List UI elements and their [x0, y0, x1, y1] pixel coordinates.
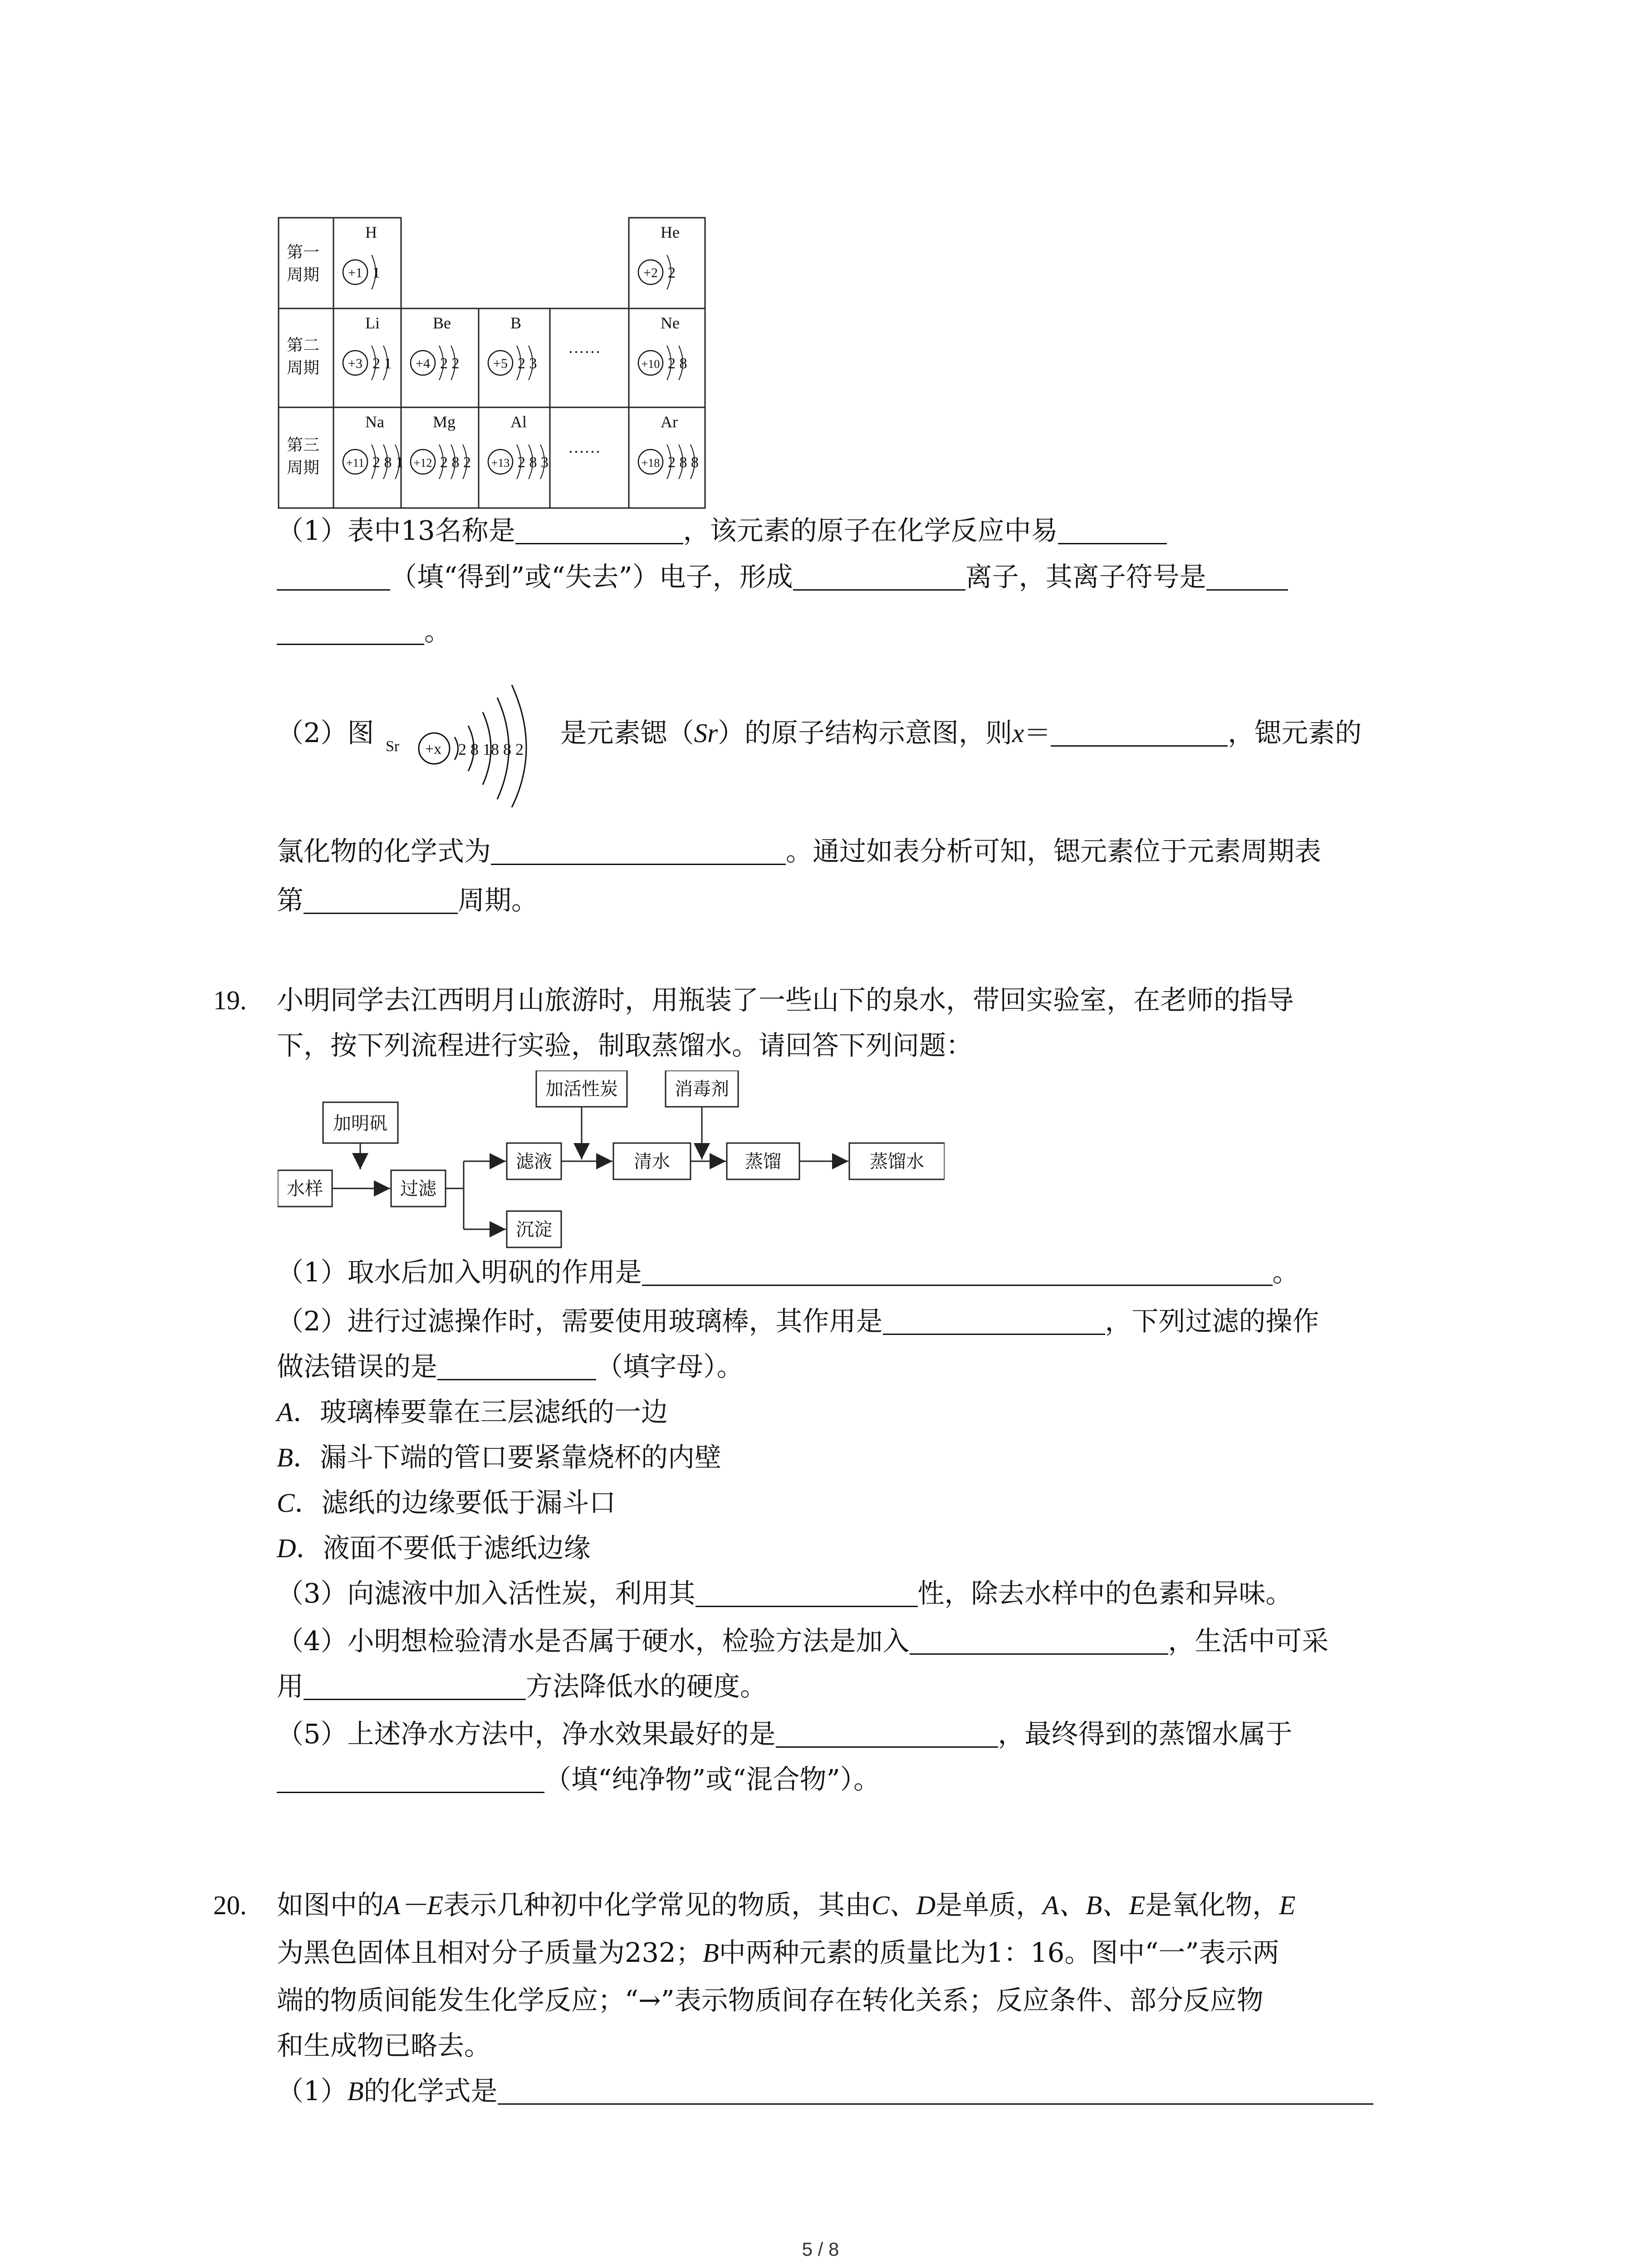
- shell-electrons: 2 8: [668, 355, 687, 372]
- flow-precipitate: 沉淀: [516, 1219, 552, 1240]
- nucleus-charge: +5: [493, 356, 508, 371]
- q20-stem-line4: 和生成物已略去。: [277, 2030, 491, 2061]
- q18-part2-line2: 氯化物的化学式为 。通过如表分析可知，锶元素位于元素周期表: [277, 836, 1322, 867]
- shell-electrons: 1: [372, 264, 380, 281]
- answer-blank-period-number[interactable]: [304, 885, 458, 914]
- shell-electrons: 2 8 2: [440, 454, 471, 471]
- flow-clear-water: 清水: [634, 1151, 670, 1172]
- nucleus-charge: +1: [348, 265, 362, 280]
- q19-sub1: （1）取水后加入明矾的作用是 。: [277, 1256, 1299, 1288]
- q19-sub5-line1: （5）上述净水方法中，净水效果最好的是 ，最终得到的蒸馏水属于: [277, 1718, 1293, 1750]
- period-3-label-bottom: 周期: [287, 459, 320, 477]
- q20-stem-line2: 为黑色固体且相对分子质量为232；B中两种元素的质量比为1：16。图中“一”表示两: [277, 1937, 1279, 1968]
- answer-blank-carbon-property[interactable]: [696, 1578, 918, 1607]
- q19-stem-line1: 19. 小明同学去江西明月山旅游时，用瓶装了一些山下的泉水，带回实验室，在老师的指导: [213, 984, 1294, 1016]
- shell-electrons: 2 2: [440, 355, 460, 372]
- q19-option-a: A．玻璃棒要靠在三层滤纸的一边: [277, 1396, 668, 1427]
- flow-water-sample: 水样: [287, 1178, 323, 1199]
- water-purification-flowchart: [278, 1070, 945, 1261]
- atom-ne: [638, 314, 687, 380]
- element-symbol: Al: [510, 413, 527, 431]
- shell-electrons: 2 8 8: [668, 454, 699, 471]
- element-symbol: Li: [365, 314, 380, 332]
- page-number: 5 / 8: [802, 2239, 839, 2260]
- q20-stem-line1: 20. 如图中的A－E表示几种初中化学常见的物质，其由C、D是单质，A、B、E是氧化物，E: [213, 1889, 1296, 1921]
- q19-sub5-line2: （填“纯净物”或“混合物”）。: [277, 1761, 880, 1798]
- answer-blank-ion-type[interactable]: [793, 561, 965, 591]
- q18-part1-line3: 。: [277, 613, 451, 650]
- atom-he: [638, 223, 680, 289]
- flow-distill: 蒸馏: [745, 1151, 781, 1172]
- nucleus-charge: +4: [416, 356, 430, 371]
- shell-electrons: 2 8 1: [372, 454, 403, 471]
- q19-stem-line2: 下，按下列流程进行实验，制取蒸馏水。请回答下列问题：: [277, 1030, 973, 1061]
- answer-blank-ion-symbol-1[interactable]: [1206, 561, 1288, 591]
- answer-blank-x-value[interactable]: [1051, 717, 1228, 747]
- ellipsis-row3: ……: [568, 438, 601, 456]
- q19-sub2-line2: 做法错误的是 （填字母）。: [277, 1351, 744, 1382]
- atom-al: [488, 413, 549, 479]
- nucleus-charge: +10: [641, 357, 660, 371]
- atom-diagrams: [343, 223, 699, 479]
- element-symbol: He: [661, 223, 680, 241]
- element-symbol: Mg: [433, 413, 456, 431]
- answer-blank-softening-method[interactable]: [304, 1671, 526, 1700]
- periodic-table-figure: [278, 217, 709, 509]
- element-symbol: H: [365, 223, 377, 241]
- q20-sub1: （1）B的化学式是: [277, 2073, 1373, 2109]
- atom-li: [343, 314, 392, 380]
- shell-electrons: 2: [668, 264, 676, 281]
- nucleus-charge: +3: [348, 356, 362, 371]
- nucleus-charge: +13: [491, 456, 510, 469]
- answer-blank-b-formula[interactable]: [498, 2075, 1373, 2105]
- period-2-label-bottom: 周期: [287, 359, 320, 377]
- q19-option-d: D．液面不要低于滤纸边缘: [277, 1532, 591, 1564]
- answer-blank-alum-purpose[interactable]: [642, 1256, 1273, 1286]
- period-1-label-bottom: 周期: [287, 266, 320, 284]
- flow-alum: 加明矾: [333, 1113, 387, 1134]
- flow-distilled-water: 蒸馏水: [870, 1151, 924, 1172]
- answer-blank-gain-lose-2[interactable]: [277, 561, 390, 591]
- element-symbol: Ar: [661, 413, 678, 431]
- atom-ar: [638, 413, 699, 479]
- q19-sub3: （3）向滤液中加入活性炭，利用其 性，除去水样中的色素和异味。: [277, 1578, 1293, 1609]
- nucleus-charge: +18: [641, 456, 660, 469]
- answer-blank-ion-symbol-2[interactable]: [277, 616, 424, 645]
- q19-option-b: B．漏斗下端的管口要紧靠烧杯的内壁: [277, 1442, 722, 1473]
- answer-blank-wrong-option[interactable]: [437, 1351, 596, 1380]
- nucleus-charge: +11: [346, 456, 364, 469]
- element-symbol: Ne: [661, 314, 680, 332]
- sr-symbol-label: Sr: [386, 738, 400, 755]
- flow-filtrate: 滤液: [516, 1151, 552, 1172]
- answer-blank-best-method[interactable]: [776, 1718, 998, 1748]
- strontium-atom-diagram: [382, 658, 573, 807]
- q19-sub2-line1: （2）进行过滤操作时，需要使用玻璃棒，其作用是 ，下列过滤的操作: [277, 1305, 1319, 1337]
- answer-blank-glass-rod-role[interactable]: [883, 1305, 1105, 1335]
- nucleus-charge: +2: [643, 265, 658, 280]
- shell-electrons: 2 8 3: [518, 454, 549, 471]
- atom-b: [488, 314, 537, 380]
- ellipsis-row2: ……: [568, 338, 601, 357]
- q18-part1-line1: （1）表中13名称是 ，该元素的原子在化学反应中易: [277, 513, 1167, 549]
- period-2-label-top: 第二: [287, 336, 320, 354]
- period-3-label-top: 第三: [287, 436, 320, 454]
- sr-shell-electrons: 2 8 18 8 2: [458, 740, 524, 758]
- element-symbol: Be: [433, 314, 451, 332]
- flow-filter: 过滤: [400, 1178, 436, 1199]
- q19-option-c: C．滤纸的边缘要低于漏斗口: [277, 1487, 616, 1518]
- flow-activated-carbon: 加活性炭: [545, 1079, 618, 1099]
- answer-blank-gain-lose-1[interactable]: [1058, 515, 1167, 544]
- nucleus-charge: +12: [413, 456, 432, 469]
- sr-nucleus-label: +x: [425, 741, 442, 758]
- shell-electrons: 2 1: [372, 355, 392, 372]
- element-symbol: B: [510, 314, 522, 332]
- q18-part2-line3: 第 周期。: [277, 885, 539, 916]
- answer-blank-pure-or-mixture[interactable]: [277, 1764, 544, 1793]
- answer-blank-chloride-formula[interactable]: [491, 836, 786, 865]
- q19-sub4-line1: （4）小明想检验清水是否属于硬水，检验方法是加入 ，生活中可采: [277, 1625, 1329, 1657]
- shell-electrons: 2 3: [518, 355, 537, 372]
- flow-disinfectant: 消毒剂: [675, 1079, 729, 1099]
- answer-blank-element-name[interactable]: [515, 515, 683, 544]
- atom-h: [343, 223, 380, 289]
- answer-blank-hard-water-test[interactable]: [910, 1625, 1168, 1655]
- period-1-label-top: 第一: [287, 243, 320, 261]
- q18-part2-line1: （2）图 是元素锶（Sr）的原子结构示意图，则x＝ ，锶元素的: [277, 717, 1362, 748]
- atom-be: [411, 314, 460, 380]
- element-symbol: Na: [365, 413, 384, 431]
- atom-na: [343, 413, 403, 479]
- q19-sub4-line2: 用 方法降低水的硬度。: [277, 1671, 767, 1702]
- q18-part1-line2: （填“得到”或“失去”）电子，形成 离子，其离子符号是: [277, 559, 1288, 595]
- q20-stem-line3: 端的物质间能发生化学反应；“→”表示物质间存在转化关系；反应条件、部分反应物: [277, 1984, 1264, 2016]
- atom-mg: [411, 413, 471, 479]
